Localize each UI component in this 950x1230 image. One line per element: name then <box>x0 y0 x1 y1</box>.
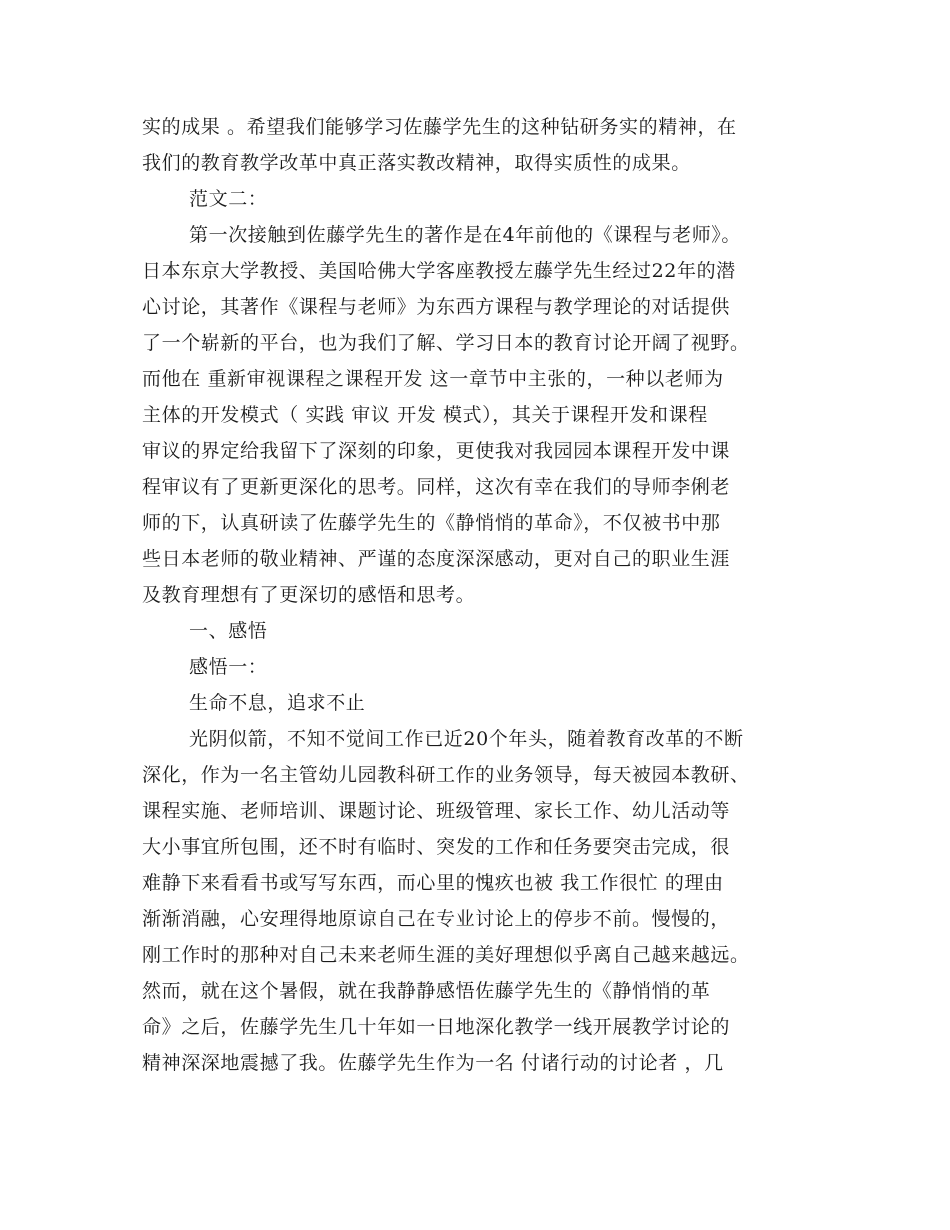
text-line: 主体的开发模式（ 实践 审议 开发 模式），其关于课程开发和课程 <box>142 404 708 426</box>
text-line: 深化，作为一名主管幼儿园教科研工作的业务领导，每天被园本教研、 <box>142 764 750 786</box>
text-line: 然而，就在这个暑假，就在我静静感悟佐藤学先生的《静悄悄的革 <box>142 980 711 1002</box>
text-line: 难静下来看看书或写写东西，而心里的愧疚也被 我工作很忙 的理由 <box>142 872 724 894</box>
text-line: 刚工作时的那种对自己未来老师生涯的美好理想似乎离自己越来越远。 <box>142 944 750 966</box>
text-line: 些日本老师的敬业精神、严谨的态度深深感动，更对自己的职业生涯 <box>142 548 731 570</box>
text-line: 实的成果 。希望我们能够学习佐藤学先生的这种钻研务实的精神，在 <box>142 116 737 138</box>
section-heading: 感悟一： <box>189 656 268 678</box>
text-line: 精神深深地震撼了我。佐藤学先生作为一名 付诸行动的讨论者 ，几 <box>142 1052 724 1074</box>
text-line: 日本东京大学教授、美国哈佛大学客座教授左藤学先生经过22年的潜 <box>142 260 736 282</box>
text-line: 心讨论，其著作《课程与老师》为东西方课程与教学理论的对话提供 <box>142 296 731 318</box>
section-subtitle: 生命不息，追求不止 <box>189 692 366 714</box>
text-line: 师的下，认真研读了佐藤学先生的《静悄悄的革命》，不仅被书中那 <box>142 512 721 534</box>
text-line: 了一个崭新的平台，也为我们了解、学习日本的教育讨论开阔了视野。 <box>142 332 750 354</box>
text-line: 光阴似箭，不知不觉间工作已近20个年头，随着教育改革的不断 <box>189 728 744 750</box>
text-line: 渐渐消融，心安理得地原谅自己在专业讨论上的停步不前。慢慢的， <box>142 908 731 930</box>
text-line: 命》之后，佐藤学先生几十年如一日地深化教学一线开展教学讨论的 <box>142 1016 731 1038</box>
text-line: 程审议有了更新更深化的思考。同样，这次有幸在我们的导师李俐老 <box>142 476 731 498</box>
text-line: 及教育理想有了更深切的感悟和思考。 <box>142 584 476 606</box>
text-line: 课程实施、老师培训、课题讨论、班级管理、家长工作、幼儿活动等 <box>142 800 731 822</box>
section-heading: 一、感悟 <box>189 620 268 642</box>
text-line: 我们的教育教学改革中真正落实教改精神，取得实质性的成果。 <box>142 152 691 174</box>
section-heading: 范文二： <box>189 188 268 210</box>
text-line: 审议的界定给我留下了深刻的印象，更使我对我园园本课程开发中课 <box>142 440 731 462</box>
text-line: 大小事宜所包围，还不时有临时、突发的工作和任务要突击完成，很 <box>142 836 731 858</box>
text-line: 第一次接触到佐藤学先生的著作是在4年前他的《课程与老师》。 <box>189 224 741 246</box>
text-line: 而他在 重新审视课程之课程开发 这一章节中主张的，一种以老师为 <box>142 368 724 390</box>
